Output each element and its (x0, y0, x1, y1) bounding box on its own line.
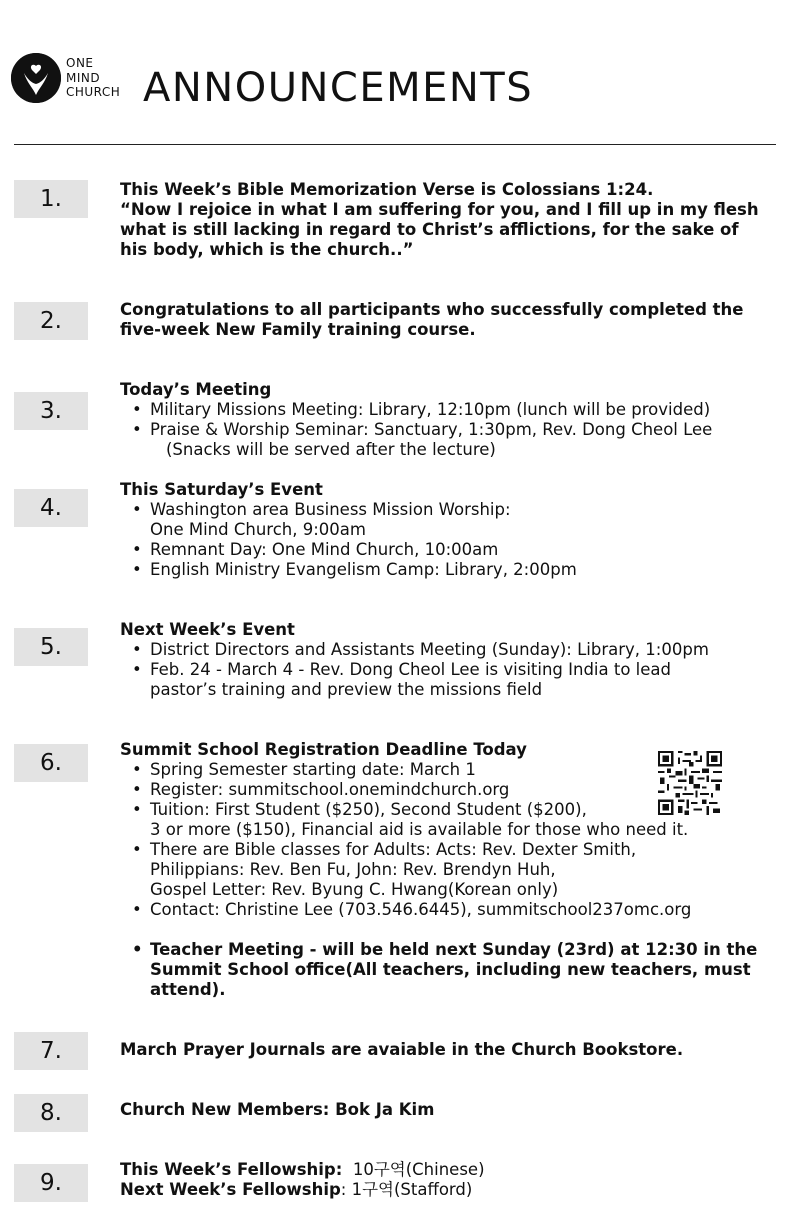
fellowship-value: : 1구역(Stafford) (340, 1180, 473, 1199)
bullet-item: • Contact: Christine Lee (703.546.6445), summitschool237omc.org (120, 900, 780, 920)
bullet-item: • English Ministry Evangelism Camp: Library, 2:00pm (120, 560, 780, 580)
item-number: 2. (14, 302, 88, 340)
logo-line: ONE (66, 56, 94, 70)
bullet-continuation: 3 or more ($150), Financial aid is available for those who need it. (150, 820, 689, 839)
announcement-item-9 (120, 1160, 780, 1200)
item-line: Church New Members: Bok Ja Kim (120, 1100, 435, 1119)
item-line: his body, which is the church..” (120, 240, 414, 259)
announcement-item-8 (120, 1100, 780, 1120)
logo-line: CHURCH (66, 85, 121, 99)
bullet-item: • Praise & Worship Seminar: Sanctuary, 1:30pm, Rev. Dong Cheol Lee (120, 420, 780, 440)
item-line: Congratulations to all participants who successfully completed the (120, 300, 744, 319)
fellowship-this-week (120, 1160, 780, 1180)
bullet-continuation: pastor’s training and preview the missions field (150, 680, 543, 699)
item-heading: Summit School Registration Deadline Today (120, 740, 527, 759)
header-divider (14, 144, 776, 145)
item-number: 5. (14, 628, 88, 666)
fellowship-label: This Week’s Fellowship: (120, 1160, 343, 1179)
announcement-item-2 (120, 300, 780, 340)
teacher-meeting-note: Summit School office(All teachers, including new teachers, must (150, 960, 751, 979)
bullet-continuation: One Mind Church, 9:00am (150, 520, 366, 539)
bullet-item: • Washington area Business Mission Worship: (120, 500, 780, 520)
item-number: 3. (14, 392, 88, 430)
item-line: five-week New Family training course. (120, 320, 476, 339)
item-number: 4. (14, 489, 88, 527)
logo-text (66, 56, 120, 100)
announcement-item-1 (120, 180, 780, 260)
bullet-item: • Spring Semester starting date: March 1 (120, 760, 780, 780)
header (0, 0, 792, 150)
announcement-item-5 (120, 620, 780, 700)
announcement-item-7 (120, 1040, 780, 1060)
item-heading: This Saturday’s Event (120, 480, 323, 499)
bullet-item: • Remnant Day: One Mind Church, 10:00am (120, 540, 780, 560)
item-number: 8. (14, 1094, 88, 1132)
bullet-item: • Military Missions Meeting: Library, 12:10pm (lunch will be provided) (120, 400, 780, 420)
item-number: 6. (14, 744, 88, 782)
bullet-continuation: Philippians: Rev. Ben Fu, John: Rev. Brendyn Huh, (150, 860, 556, 879)
fellowship-label: Next Week’s Fellowship (120, 1180, 341, 1199)
logo-line: MIND (66, 70, 101, 85)
bullet-continuation: Gospel Letter: Rev. Byung C. Hwang(Korean only) (150, 880, 559, 899)
bullet-item: • District Directors and Assistants Meeting (Sunday): Library, 1:00pm (120, 640, 780, 660)
item-line: “Now I rejoice in what I am suffering for you, and I fill up in my flesh (120, 200, 759, 219)
teacher-meeting-note: attend). (150, 980, 226, 999)
item-line: March Prayer Journals are avaiable in the Church Bookstore. (120, 1040, 684, 1059)
fellowship-next-week (120, 1180, 780, 1200)
item-number: 9. (14, 1164, 88, 1202)
item-line: what is still lacking in regard to Christ’s afflictions, for the sake of (120, 220, 739, 239)
church-logo-icon (11, 53, 61, 103)
bullet-item: • Feb. 24 - March 4 - Rev. Dong Cheol Lee is visiting India to lead (120, 660, 780, 680)
item-number: 7. (14, 1032, 88, 1070)
bullet-item: • Tuition: First Student ($250), Second Student ($200), (120, 800, 780, 820)
bullet-note: (Snacks will be served after the lecture) (166, 440, 496, 459)
announcement-item-4 (120, 480, 780, 580)
fellowship-value: 10구역(Chinese) (352, 1160, 485, 1179)
item-number: 1. (14, 180, 88, 218)
bullet-item: • There are Bible classes for Adults: Acts: Rev. Dexter Smith, (120, 840, 780, 860)
item-heading: Next Week’s Event (120, 620, 295, 639)
teacher-meeting-note: • Teacher Meeting - will be held next Sunday (23rd) at 12:30 in the (120, 940, 780, 960)
announcement-item-3 (120, 380, 780, 460)
page-title: ANNOUNCEMENTS (143, 65, 534, 111)
item-heading: Today’s Meeting (120, 380, 272, 399)
bullet-item: • Register: summitschool.onemindchurch.org (120, 780, 780, 800)
church-logo-mark (11, 53, 61, 103)
item-heading: This Week’s Bible Memorization Verse is Colossians 1:24. (120, 180, 654, 199)
qr-code-icon[interactable] (658, 751, 722, 815)
